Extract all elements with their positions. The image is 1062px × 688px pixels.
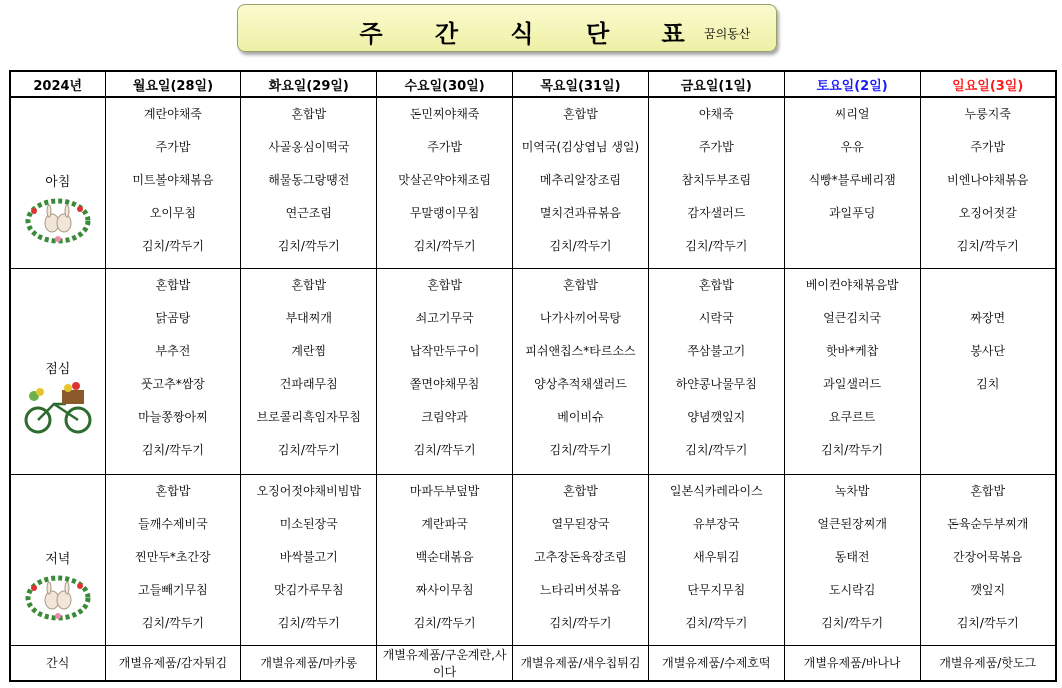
menu-item: 김치/깍두기 xyxy=(685,615,748,630)
menu-item: 김치/깍두기 xyxy=(549,239,612,253)
snack-label: 간식 xyxy=(10,645,105,681)
menu-item: 계란찜 xyxy=(291,344,327,359)
menu-cell xyxy=(784,97,920,269)
menu-item: 녹차밥 xyxy=(834,483,870,498)
day-header-sat: 토요일(2일) xyxy=(784,71,920,97)
meal-row-lunch xyxy=(10,269,1056,474)
menu-item xyxy=(921,434,1055,467)
header-row xyxy=(10,71,1056,97)
menu-item: 김치/깍두기 xyxy=(277,239,340,253)
meal-row-breakfast xyxy=(10,97,1056,269)
menu-item: 혼합밥 xyxy=(291,278,327,293)
menu-item: 김치/깍두기 xyxy=(413,443,476,458)
day-header-mon: 월요일(28일) xyxy=(105,71,241,97)
menu-item: 혼합밥 xyxy=(427,278,462,293)
menu-item: 요쿠르트 xyxy=(828,410,876,425)
menu-item: 김치/깍두기 xyxy=(277,443,340,458)
menu-item: 쫄면야채무침 xyxy=(409,377,480,392)
menu-item: 크림약과 xyxy=(421,410,468,425)
menu-item: 맛살곤약야채조림 xyxy=(398,173,491,187)
meal-label-cell xyxy=(10,97,105,269)
menu-item: 고들빼기무침 xyxy=(138,582,208,597)
menu-item: 느타리버섯볶음 xyxy=(539,582,622,597)
page-title: 주 간 식 단 표 xyxy=(359,20,707,48)
menu-item: 닭곰탕 xyxy=(155,311,191,326)
menu-item: 짜장면 xyxy=(970,311,1006,326)
menu-item: 김치/깍두기 xyxy=(685,443,748,458)
menu-item: 나가사끼어묵탕 xyxy=(539,311,622,326)
menu-cell xyxy=(513,97,649,269)
menu-item: 오징어젓야채비빔밥 xyxy=(256,483,361,498)
menu-item: 주가밥 xyxy=(427,140,462,154)
menu-item: 맛김가루무침 xyxy=(273,582,344,597)
menu-item: 양상추적채샐러드 xyxy=(534,377,627,392)
menu-item: 혼합밥 xyxy=(155,483,191,498)
menu-cell xyxy=(377,97,513,269)
menu-item: 주가밥 xyxy=(970,140,1006,154)
menu-cell xyxy=(241,269,377,474)
menu-item: 김치 xyxy=(976,377,1000,392)
menu-item: 누룽지죽 xyxy=(964,107,1011,121)
menu-item: 베이컨야채볶음밥 xyxy=(805,278,899,293)
meal-label-cell xyxy=(10,474,105,645)
menu-item: 오징어젓갈 xyxy=(958,206,1017,220)
menu-cell xyxy=(513,269,649,474)
menu-item: 사골옹심이떡국 xyxy=(268,140,350,154)
menu-item: 멸치견과류볶음 xyxy=(539,206,622,220)
menu-cell xyxy=(920,269,1056,474)
menu-item: 건파래무침 xyxy=(279,377,338,392)
menu-cell xyxy=(105,474,241,645)
menu-cell xyxy=(377,474,513,645)
menu-item: 김치/깍두기 xyxy=(413,239,476,253)
menu-item: 김치/깍두기 xyxy=(277,615,340,630)
menu-item: 혼합밥 xyxy=(291,107,327,121)
meal-row-dinner xyxy=(10,474,1056,645)
menu-item: 야채죽 xyxy=(698,107,734,121)
menu-item: 식빵*블루베리잼 xyxy=(808,173,896,187)
menu-item: 김치/깍두기 xyxy=(821,615,884,630)
menu-item: 감자샐러드 xyxy=(687,206,746,220)
snack-cell: 개별유제품/수제호떡 xyxy=(648,645,784,681)
snack-cell: 개별유제품/바나나 xyxy=(784,645,920,681)
menu-item: 간장어묵볶음 xyxy=(952,549,1023,564)
menu-cell xyxy=(648,269,784,474)
menu-item: 시락국 xyxy=(698,311,734,326)
snack-cell: 개별유제품/새우칩튀김 xyxy=(513,645,649,681)
menu-item xyxy=(921,269,1055,302)
menu-item: 깻잎지 xyxy=(970,582,1006,597)
menu-item: 김치/깍두기 xyxy=(821,443,884,458)
meal-label: 아침 xyxy=(45,175,71,191)
menu-item: 김치/깍두기 xyxy=(141,615,204,630)
menu-item: 혼합밥 xyxy=(155,278,191,293)
menu-item: 메추리알장조림 xyxy=(539,173,622,187)
menu-item: 혼합밥 xyxy=(563,107,598,121)
menu-item: 비엔나야채볶음 xyxy=(947,173,1029,187)
menu-item: 연근조림 xyxy=(285,206,332,220)
menu-item: 얼큰된장찌개 xyxy=(817,516,887,531)
menu-item: 새우튀김 xyxy=(693,549,740,564)
menu-cell xyxy=(784,269,920,474)
day-header-fri: 금요일(1일) xyxy=(648,71,784,97)
menu-cell xyxy=(513,474,649,645)
year-header: 2024년 xyxy=(10,71,105,97)
menu-item: 김치/깍두기 xyxy=(956,239,1019,253)
snack-cell: 개별유제품/핫도그 xyxy=(920,645,1056,681)
day-header-thu: 목요일(31일) xyxy=(513,71,649,97)
menu-item xyxy=(785,230,920,263)
menu-item: 유부장국 xyxy=(693,516,740,531)
meal-label: 점심 xyxy=(45,362,71,378)
menu-item: 하얀콩나물무침 xyxy=(675,377,757,392)
menu-item: 과일샐러드 xyxy=(823,377,882,392)
menu-item: 백순대볶음 xyxy=(415,549,474,564)
menu-item: 봉사단 xyxy=(970,344,1006,359)
menu-item: 혼합밥 xyxy=(563,483,598,498)
menu-item: 고추장돈육장조림 xyxy=(534,549,627,564)
meal-label: 저녁 xyxy=(45,551,71,567)
weekly-menu-table xyxy=(9,70,1057,682)
page-subtitle: 꿈의동산 xyxy=(704,27,751,41)
menu-item: 혼합밥 xyxy=(698,278,734,293)
menu-item: 혼합밥 xyxy=(970,483,1006,498)
menu-item: 김치/깍두기 xyxy=(549,443,612,458)
menu-item: 마파두부덮밥 xyxy=(409,483,480,498)
menu-item: 베이비슈 xyxy=(557,410,604,425)
menu-item: 찐만두*초간장 xyxy=(135,549,211,564)
menu-cell xyxy=(648,97,784,269)
menu-item: 도시락김 xyxy=(828,582,876,597)
menu-item: 우유 xyxy=(840,140,864,154)
menu-item: 주가밥 xyxy=(155,140,191,154)
menu-item: 쇠고기무국 xyxy=(415,311,474,326)
menu-item: 들깨수제비국 xyxy=(138,516,208,531)
menu-item: 부대찌개 xyxy=(285,311,332,326)
menu-item: 양념깻잎지 xyxy=(687,410,746,425)
snack-cell: 개별유제품/구운계란,사이다 xyxy=(377,645,513,681)
menu-item: 열무된장국 xyxy=(551,516,610,531)
menu-item: 김치/깍두기 xyxy=(141,443,204,458)
menu-item: 미역국(김상엽님 생일) xyxy=(521,140,640,154)
title-banner xyxy=(237,4,777,52)
menu-item: 브로콜리흑임자무침 xyxy=(256,410,361,425)
menu-item: 계란파국 xyxy=(421,516,468,531)
snack-row xyxy=(10,645,1056,681)
menu-item xyxy=(921,401,1055,434)
menu-item: 김치/깍두기 xyxy=(413,615,476,630)
day-header-wed: 수요일(30일) xyxy=(377,71,513,97)
menu-item: 씨리얼 xyxy=(834,107,870,121)
menu-item: 김치/깍두기 xyxy=(549,615,612,630)
menu-cell xyxy=(241,97,377,269)
menu-item: 오이무침 xyxy=(149,206,197,220)
bunny-wreath-icon xyxy=(22,193,94,248)
menu-item: 혼합밥 xyxy=(563,278,598,293)
menu-item: 짜사이무침 xyxy=(415,582,474,597)
menu-item: 참치두부조림 xyxy=(681,173,752,187)
menu-cell xyxy=(920,97,1056,269)
menu-cell xyxy=(648,474,784,645)
day-header-tue: 화요일(29일) xyxy=(241,71,377,97)
bicycle-flower-icon xyxy=(22,376,94,437)
menu-item: 바싹불고기 xyxy=(279,549,338,564)
menu-item: 김치/깍두기 xyxy=(141,239,204,253)
menu-cell xyxy=(105,97,241,269)
bunny-wreath-icon xyxy=(22,570,94,625)
menu-item: 김치/깍두기 xyxy=(685,239,748,253)
menu-item: 납작만두구이 xyxy=(409,344,480,359)
menu-item: 마늘쫑짱아찌 xyxy=(138,410,208,425)
menu-cell xyxy=(241,474,377,645)
menu-item: 돈육순두부찌개 xyxy=(947,516,1029,531)
menu-item: 주가밥 xyxy=(698,140,734,154)
menu-item: 동태전 xyxy=(834,549,870,564)
menu-item: 미소된장국 xyxy=(279,516,338,531)
meal-label-cell xyxy=(10,269,105,474)
menu-item: 과일푸딩 xyxy=(828,206,876,220)
day-header-sun: 일요일(3일) xyxy=(920,71,1056,97)
menu-cell xyxy=(784,474,920,645)
menu-cell xyxy=(377,269,513,474)
menu-item: 계란야채죽 xyxy=(143,107,202,121)
menu-cell xyxy=(105,269,241,474)
menu-item: 풋고추*쌈장 xyxy=(140,377,205,392)
menu-item: 쭈삼불고기 xyxy=(687,344,746,359)
menu-item: 피쉬앤칩스*타르소스 xyxy=(525,344,636,359)
menu-item: 무말랭이무침 xyxy=(409,206,480,220)
menu-cell xyxy=(920,474,1056,645)
menu-item: 일본식카레라이스 xyxy=(669,483,763,498)
menu-item: 해물동그랑땡전 xyxy=(268,173,350,187)
menu-item: 돈민찌야채죽 xyxy=(409,107,480,121)
menu-item: 핫바*케찹 xyxy=(825,344,879,359)
menu-item: 부추전 xyxy=(155,344,191,359)
menu-item: 단무지무침 xyxy=(687,582,746,597)
menu-item: 미트볼야채볶음 xyxy=(132,173,214,187)
snack-cell: 개별유제품/감자튀김 xyxy=(105,645,241,681)
menu-item: 얼큰김치국 xyxy=(823,311,882,326)
snack-cell: 개별유제품/마카롱 xyxy=(241,645,377,681)
menu-item: 김치/깍두기 xyxy=(956,615,1019,630)
